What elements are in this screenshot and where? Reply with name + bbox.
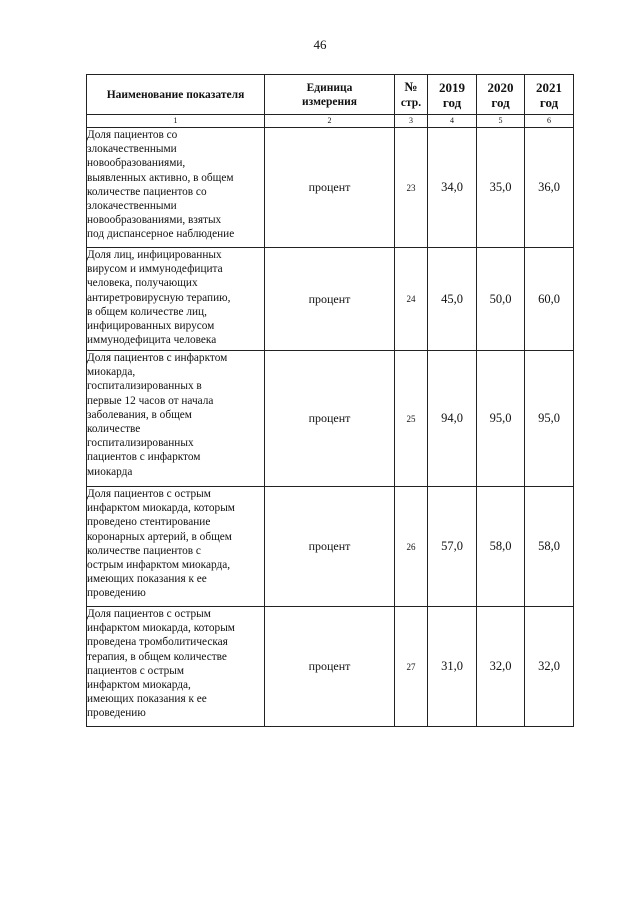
page-cell: 24 [395,248,428,351]
indicator-name-line: коронарных артерий, в общем [87,530,232,543]
indicator-name [87,487,265,607]
indicator-name-line: первые 12 часов от начала [87,394,214,407]
indicator-name-line: миокарда, [87,366,136,379]
indicator-name-line: проведению [87,587,146,600]
indicator-name-line: новообразованиями, [87,157,186,170]
indicator-name-line: госпитализированных [87,437,194,450]
indicator-name-line: пациентов с инфарктом [87,451,201,464]
value-2020: 58,0 [477,487,525,607]
unit-cell: процент [265,351,395,487]
indicator-name-line: новообразованиями, взятых [87,214,222,227]
table-row [87,128,574,248]
value-2020: 50,0 [477,248,525,351]
indicator-name-line: Доля пациентов с острым [87,488,211,500]
indicator-name-line: имеющих показания к ее [87,693,207,706]
indicator-name-line: проведению [87,707,146,720]
indicator-name-line: инфарктом миокарда, которым [87,502,235,515]
header-2019: 2019 год [428,75,477,115]
indicator-name-line: количестве пациентов со [87,185,207,198]
indicator-name-line: вирусом и иммунодефицита [87,263,223,276]
column-number: 3 [395,115,428,128]
indicator-name-line: терапия, в общем количестве [87,650,227,663]
indicator-name-line: проведена тромболитическая [87,636,228,649]
indicator-name-line: иммунодефицита человека [87,334,217,347]
indicator-name-line: антиретровирусную терапию, [87,291,231,304]
page-cell: 26 [395,487,428,607]
indicator-name-line: Доля пациентов с инфарктом [87,352,228,364]
indicator-name [87,248,265,351]
indicator-name-line: количестве пациентов с [87,544,201,557]
table-row [87,607,574,727]
indicator-name-line: злокачественными [87,200,177,213]
indicator-name-line: инфарктом миокарда, [87,679,191,692]
page-cell: 25 [395,351,428,487]
column-number: 2 [265,115,395,128]
value-2019: 94,0 [428,351,477,487]
table-row [87,248,574,351]
value-2020: 35,0 [477,128,525,248]
header-2020: 2020 год [477,75,525,115]
header-unit: Единица измерения [265,75,395,115]
indicator-name-line: в общем количестве лиц, [87,305,207,318]
column-number: 4 [428,115,477,128]
header-page-no: № стр. [395,75,428,115]
column-number: 6 [525,115,574,128]
indicator-name [87,607,265,727]
indicator-name-line: инфицированных вирусом [87,320,215,333]
value-2019: 57,0 [428,487,477,607]
value-2021: 36,0 [525,128,574,248]
indicator-name-line: пациентов с острым [87,664,185,677]
value-2019: 34,0 [428,128,477,248]
table-body [87,128,574,727]
indicator-name-line: количестве [87,423,141,436]
value-2021: 32,0 [525,607,574,727]
indicator-name-line: человека, получающих [87,277,198,290]
page-cell: 23 [395,128,428,248]
table-row [87,351,574,487]
unit-cell: процент [265,487,395,607]
indicator-name-line: под диспансерное наблюдение [87,228,235,241]
indicator-name-line: Доля пациентов со [87,129,178,141]
indicator-name-line: выявленных активно, в общем [87,171,234,184]
indicator-name [87,351,265,487]
unit-cell: процент [265,607,395,727]
value-2020: 95,0 [477,351,525,487]
value-2019: 45,0 [428,248,477,351]
unit-cell: процент [265,128,395,248]
indicator-name-line: заболевания, в общем [87,408,192,421]
indicator-name-line: инфарктом миокарда, которым [87,622,235,635]
indicator-name-line: миокарда [87,465,133,478]
indicator-name [87,128,265,248]
indicators-table [86,74,574,727]
indicator-name-line: Доля пациентов с острым [87,608,211,620]
indicator-name-line: Доля лиц, инфицированных [87,249,222,261]
column-number: 1 [87,115,265,128]
value-2021: 60,0 [525,248,574,351]
value-2021: 95,0 [525,351,574,487]
indicator-name-line: острым инфарктом миокарда, [87,559,231,572]
header-row [87,75,574,115]
page-cell: 27 [395,607,428,727]
header-2021: 2021 год [525,75,574,115]
indicator-name-line: имеющих показания к ее [87,573,207,586]
header-name: Наименование показателя [87,75,265,115]
value-2020: 32,0 [477,607,525,727]
value-2021: 58,0 [525,487,574,607]
column-number-row [87,115,574,128]
indicator-name-line: госпитализированных в [87,380,202,393]
indicator-name-line: злокачественными [87,143,177,156]
table-row [87,487,574,607]
value-2019: 31,0 [428,607,477,727]
unit-cell: процент [265,248,395,351]
page-number: 46 [313,37,327,52]
indicator-name-line: проведено стентирование [87,516,211,529]
column-number: 5 [477,115,525,128]
